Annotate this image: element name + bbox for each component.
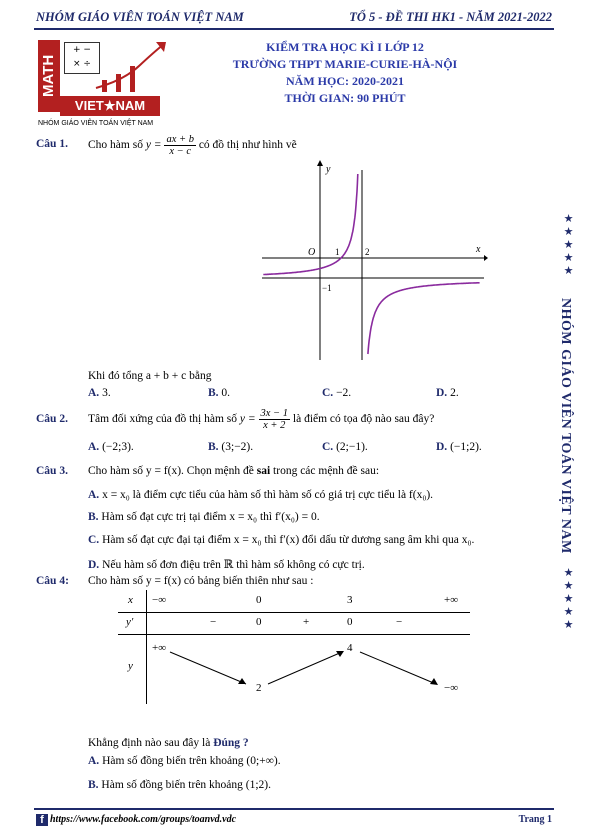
graph-x-label: x — [476, 244, 481, 255]
table-y-val-4: −∞ — [444, 682, 459, 694]
q1-label: Câu 1. — [36, 138, 68, 150]
table-x-val-3: 3 — [347, 594, 353, 606]
q1-option-a[interactable]: A. 3. — [88, 387, 111, 399]
q2-option-d[interactable]: D. (−1;2). — [436, 441, 482, 453]
table-x-label: x — [128, 594, 133, 606]
graph-origin-label: O — [308, 247, 316, 258]
table-yp-sign-1: − — [210, 616, 217, 628]
q1-fraction-den: x − c — [169, 146, 192, 157]
exam-title-block — [220, 40, 470, 106]
q4-stem: Cho hàm số y = f(x) có bảng biến thiên như sau : — [88, 575, 314, 587]
q1-function-graph — [262, 160, 488, 360]
logo — [38, 40, 168, 132]
q3-option-b[interactable]: B. Hàm số đạt cực trị tại điểm x = x₀ thì f′(x₀) = 0. — [88, 511, 320, 523]
exam-title-line1: KIỂM TRA HỌC KÌ I LỚP 12 — [266, 40, 424, 54]
table-y-label: y — [128, 660, 133, 672]
q1-option-c[interactable]: C. −2. — [322, 387, 352, 399]
q4-ask: Khẳng định nào sau đây là Đúng ? — [88, 737, 249, 749]
growth-chart-icon — [94, 40, 166, 94]
exam-title-line4: THỜI GIAN: 90 PHÚT — [284, 91, 406, 105]
q3-option-a[interactable]: A. x = x₀ là điểm cực tiểu của hàm số thì hàm số có giá trị cực tiểu là f(x₀). — [88, 489, 434, 501]
q2-option-c[interactable]: C. (2;−1). — [322, 441, 368, 453]
logo-vietnam-text: VIET★NAM — [60, 96, 160, 116]
footer-page-number: Trang 1 — [518, 814, 552, 825]
q1-fraction-num: ax + b — [166, 134, 194, 145]
q2-stem: Tâm đối xứng của đồ thị hàm số y = $\frac{3x - 1}{x + 2}$ là điểm có tọa độ nào sau đây? — [88, 408, 435, 431]
graph-y-label: y — [326, 164, 331, 175]
side-stars-top: ★★★★★ — [562, 212, 574, 277]
q1-option-b[interactable]: B. 0. — [208, 387, 231, 399]
table-yp-sign-3: − — [396, 616, 403, 628]
q3-label: Câu 3. — [36, 465, 68, 477]
logo-subtitle: NHÓM GIÁO VIÊN TOÁN VIỆT NAM — [38, 120, 154, 127]
table-y-val-1: +∞ — [152, 642, 167, 654]
table-x-val-2: 0 — [256, 594, 262, 606]
q4-variation-table — [118, 590, 470, 708]
graph-tick-minus1: −1 — [322, 283, 332, 293]
side-stars-bottom: ★★★★★ — [562, 566, 574, 631]
footer-rule — [34, 808, 554, 810]
logo-math-text: MATH — [38, 40, 60, 112]
table-x-val-1: −∞ — [152, 594, 167, 606]
q4-option-a[interactable]: A. Hàm số đồng biến trên khoảng (0;+∞). — [88, 755, 281, 767]
q2-option-b[interactable]: B. (3;−2). — [208, 441, 254, 453]
table-y-val-2: 2 — [256, 682, 262, 694]
graph-tick-1: 1 — [335, 247, 340, 257]
header-group-name: NHÓM GIÁO VIÊN TOÁN VIỆT NAM — [36, 10, 244, 24]
graph-branch-right — [368, 283, 480, 354]
q2-fraction-num: 3x − 1 — [260, 408, 289, 419]
q1-option-d[interactable]: D. 2. — [436, 387, 459, 399]
header-exam-info: TỔ 5 - ĐỀ THI HK1 - NĂM 2021-2022 — [349, 10, 552, 24]
q1-ask: Khi đó tổng a + b + c bằng — [88, 370, 212, 382]
facebook-icon: f — [36, 814, 48, 826]
table-y-val-3: 4 — [347, 642, 353, 654]
graph-tick-2: 2 — [365, 247, 370, 257]
table-arrows — [118, 590, 470, 708]
q4-label: Câu 4: — [36, 575, 69, 587]
q4-option-b[interactable]: B. Hàm số đồng biến trên khoảng (1;2). — [88, 779, 272, 791]
exam-title-line2: TRƯỜNG THPT MARIE-CURIE-HÀ-NỘI — [232, 57, 458, 71]
table-yp-label: y′ — [126, 616, 134, 628]
calculator-icon: + − × ÷ — [64, 42, 100, 74]
exam-title-line3: NĂM HỌC: 2020-2021 — [286, 74, 404, 88]
q2-fraction-den: x + 2 — [263, 420, 286, 431]
q1-stem: Cho hàm số y = $\frac{ax + b}{x - c}$ có đồ thị như hình vẽ — [88, 134, 297, 157]
q3-option-c[interactable]: C. Hàm số đạt cực đại tại điểm x = x₀ thì f′(x) đổi dấu từ dương sang âm khi qua x₀. — [88, 534, 475, 546]
table-yp-zero-1: 0 — [256, 616, 262, 628]
table-x-val-4: +∞ — [444, 594, 459, 606]
table-yp-sign-2: + — [303, 616, 310, 628]
q3-stem: Cho hàm số y = f(x). Chọn mệnh đề sai trong các mệnh đề sau: — [88, 465, 380, 477]
footer-link[interactable]: https://www.facebook.com/groups/toanvd.vdc — [50, 814, 237, 825]
q2-option-a[interactable]: A. (−2;3). — [88, 441, 134, 453]
table-yp-zero-2: 0 — [347, 616, 353, 628]
graph-branch-left — [263, 174, 358, 275]
side-group-name: NHÓM GIÁO VIÊN TOÁN VIỆT NAM — [558, 298, 573, 554]
header-rule — [34, 28, 554, 30]
q2-label: Câu 2. — [36, 413, 68, 425]
q3-option-d[interactable]: D. Nếu hàm số đơn điệu trên ℝ thì hàm số không có cực trị. — [88, 559, 365, 571]
